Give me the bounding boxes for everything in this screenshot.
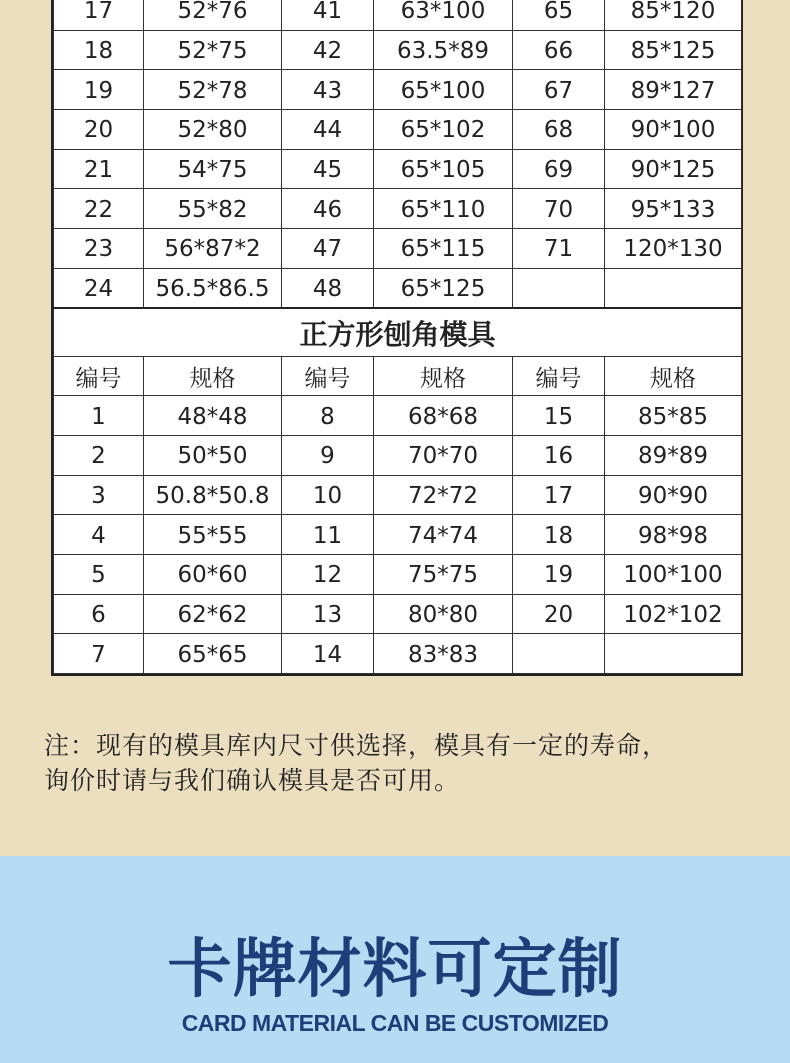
mold-number-cell: 43 bbox=[282, 70, 374, 110]
mold-number-cell: 11 bbox=[282, 515, 374, 555]
mold-size-cell: 52*75 bbox=[144, 30, 282, 70]
mold-number-cell: 48 bbox=[282, 268, 374, 308]
table-row bbox=[54, 229, 742, 269]
mold-size-cell: 98*98 bbox=[605, 515, 742, 555]
table-row bbox=[54, 189, 742, 229]
mold-size-cell: 65*125 bbox=[374, 268, 513, 308]
mold-number-cell: 13 bbox=[282, 594, 374, 634]
section-title-row bbox=[54, 308, 742, 356]
mold-number-cell: 3 bbox=[54, 475, 144, 515]
header-cell: 规格 bbox=[374, 356, 513, 396]
header-cell: 规格 bbox=[144, 356, 282, 396]
mold-number-cell: 18 bbox=[513, 515, 605, 555]
mold-size-cell: 65*65 bbox=[144, 634, 282, 674]
mold-size-cell: 55*82 bbox=[144, 189, 282, 229]
mold-number-cell: 17 bbox=[513, 475, 605, 515]
header-cell: 编号 bbox=[513, 356, 605, 396]
mold-number-cell: 68 bbox=[513, 110, 605, 150]
mold-number-cell: 15 bbox=[513, 396, 605, 436]
table-row bbox=[54, 396, 742, 436]
header-row bbox=[54, 356, 742, 396]
mold-number-cell: 20 bbox=[54, 110, 144, 150]
mold-number-cell: 22 bbox=[54, 189, 144, 229]
mold-size-cell: 65*102 bbox=[374, 110, 513, 150]
mold-number-cell: 18 bbox=[54, 30, 144, 70]
mold-size-cell: 74*74 bbox=[374, 515, 513, 555]
mold-size-cell: 102*102 bbox=[605, 594, 742, 634]
mold-number-cell: 5 bbox=[54, 554, 144, 594]
mold-size-cell: 56.5*86.5 bbox=[144, 268, 282, 308]
mold-size-cell: 65*110 bbox=[374, 189, 513, 229]
mold-size-cell bbox=[605, 268, 742, 308]
mold-number-cell: 42 bbox=[282, 30, 374, 70]
mold-size-cell: 62*62 bbox=[144, 594, 282, 634]
mold-number-cell: 1 bbox=[54, 396, 144, 436]
table-row bbox=[54, 268, 742, 308]
mold-size-cell: 90*90 bbox=[605, 475, 742, 515]
mold-number-cell: 14 bbox=[282, 634, 374, 674]
mold-size-cell: 89*89 bbox=[605, 435, 742, 475]
mold-size-cell: 65*115 bbox=[374, 229, 513, 269]
mold-size-cell bbox=[605, 634, 742, 674]
table-row bbox=[54, 70, 742, 110]
square-mold-section bbox=[54, 308, 742, 396]
section-title: 正方形刨角模具 bbox=[54, 308, 742, 356]
mold-number-cell: 16 bbox=[513, 435, 605, 475]
header-cell: 编号 bbox=[282, 356, 374, 396]
mold-size-cell: 85*120 bbox=[605, 0, 742, 30]
table-row bbox=[54, 435, 742, 475]
banner-title: 卡牌材料可定制 bbox=[167, 933, 623, 1007]
mold-size-cell: 85*85 bbox=[605, 396, 742, 436]
mold-number-cell: 19 bbox=[54, 70, 144, 110]
mold-size-cell: 55*55 bbox=[144, 515, 282, 555]
mold-number-cell bbox=[513, 268, 605, 308]
mold-number-cell: 10 bbox=[282, 475, 374, 515]
mold-size-table bbox=[51, 0, 743, 676]
header-cell: 规格 bbox=[605, 356, 742, 396]
mold-size-cell: 80*80 bbox=[374, 594, 513, 634]
note-line: 询价时请与我们确认模具是否可用。 bbox=[44, 766, 461, 795]
mold-number-cell: 24 bbox=[54, 268, 144, 308]
mold-number-cell: 2 bbox=[54, 435, 144, 475]
mold-number-cell: 20 bbox=[513, 594, 605, 634]
note-text bbox=[44, 728, 764, 798]
table-row bbox=[54, 515, 742, 555]
rect-mold-rows bbox=[54, 0, 742, 308]
mold-number-cell: 66 bbox=[513, 30, 605, 70]
mold-size-cell: 70*70 bbox=[374, 435, 513, 475]
mold-number-cell: 23 bbox=[54, 229, 144, 269]
mold-size-cell: 60*60 bbox=[144, 554, 282, 594]
mold-number-cell: 46 bbox=[282, 189, 374, 229]
mold-size-cell: 89*127 bbox=[605, 70, 742, 110]
table-row bbox=[54, 634, 742, 674]
mold-size-cell: 90*100 bbox=[605, 110, 742, 150]
mold-size-cell: 68*68 bbox=[374, 396, 513, 436]
table-row bbox=[54, 594, 742, 634]
mold-size-cell: 52*78 bbox=[144, 70, 282, 110]
size-table bbox=[53, 0, 742, 674]
mold-number-cell: 65 bbox=[513, 0, 605, 30]
mold-size-cell: 85*125 bbox=[605, 30, 742, 70]
mold-number-cell: 19 bbox=[513, 554, 605, 594]
mold-number-cell: 4 bbox=[54, 515, 144, 555]
mold-number-cell: 67 bbox=[513, 70, 605, 110]
mold-number-cell: 12 bbox=[282, 554, 374, 594]
mold-number-cell bbox=[513, 634, 605, 674]
mold-size-cell: 83*83 bbox=[374, 634, 513, 674]
customization-banner bbox=[0, 856, 790, 1063]
mold-size-cell: 56*87*2 bbox=[144, 229, 282, 269]
mold-size-cell: 50.8*50.8 bbox=[144, 475, 282, 515]
mold-number-cell: 17 bbox=[54, 0, 144, 30]
mold-size-cell: 52*76 bbox=[144, 0, 282, 30]
header-cell: 编号 bbox=[54, 356, 144, 396]
mold-size-cell: 65*100 bbox=[374, 70, 513, 110]
mold-size-cell: 90*125 bbox=[605, 149, 742, 189]
note-line: 注：现有的模具库内尺寸供选择，模具有一定的寿命， bbox=[44, 731, 669, 760]
mold-number-cell: 8 bbox=[282, 396, 374, 436]
mold-number-cell: 7 bbox=[54, 634, 144, 674]
table-row bbox=[54, 0, 742, 30]
mold-size-cell: 63*100 bbox=[374, 0, 513, 30]
table-row bbox=[54, 475, 742, 515]
mold-size-cell: 54*75 bbox=[144, 149, 282, 189]
table-row bbox=[54, 110, 742, 150]
table-row bbox=[54, 149, 742, 189]
mold-number-cell: 41 bbox=[282, 0, 374, 30]
mold-size-cell: 95*133 bbox=[605, 189, 742, 229]
mold-number-cell: 45 bbox=[282, 149, 374, 189]
banner-subtitle: CARD MATERIAL CAN BE CUSTOMIZED bbox=[181, 1010, 609, 1036]
mold-number-cell: 70 bbox=[513, 189, 605, 229]
mold-size-cell: 63.5*89 bbox=[374, 30, 513, 70]
mold-number-cell: 69 bbox=[513, 149, 605, 189]
table-row bbox=[54, 30, 742, 70]
mold-number-cell: 71 bbox=[513, 229, 605, 269]
mold-number-cell: 9 bbox=[282, 435, 374, 475]
mold-size-cell: 100*100 bbox=[605, 554, 742, 594]
mold-number-cell: 47 bbox=[282, 229, 374, 269]
mold-number-cell: 44 bbox=[282, 110, 374, 150]
square-mold-rows bbox=[54, 396, 742, 674]
mold-size-cell: 50*50 bbox=[144, 435, 282, 475]
mold-size-cell: 75*75 bbox=[374, 554, 513, 594]
mold-size-cell: 72*72 bbox=[374, 475, 513, 515]
mold-number-cell: 6 bbox=[54, 594, 144, 634]
mold-size-cell: 48*48 bbox=[144, 396, 282, 436]
mold-number-cell: 21 bbox=[54, 149, 144, 189]
mold-size-cell: 65*105 bbox=[374, 149, 513, 189]
mold-size-cell: 52*80 bbox=[144, 110, 282, 150]
mold-size-cell: 120*130 bbox=[605, 229, 742, 269]
table-row bbox=[54, 554, 742, 594]
